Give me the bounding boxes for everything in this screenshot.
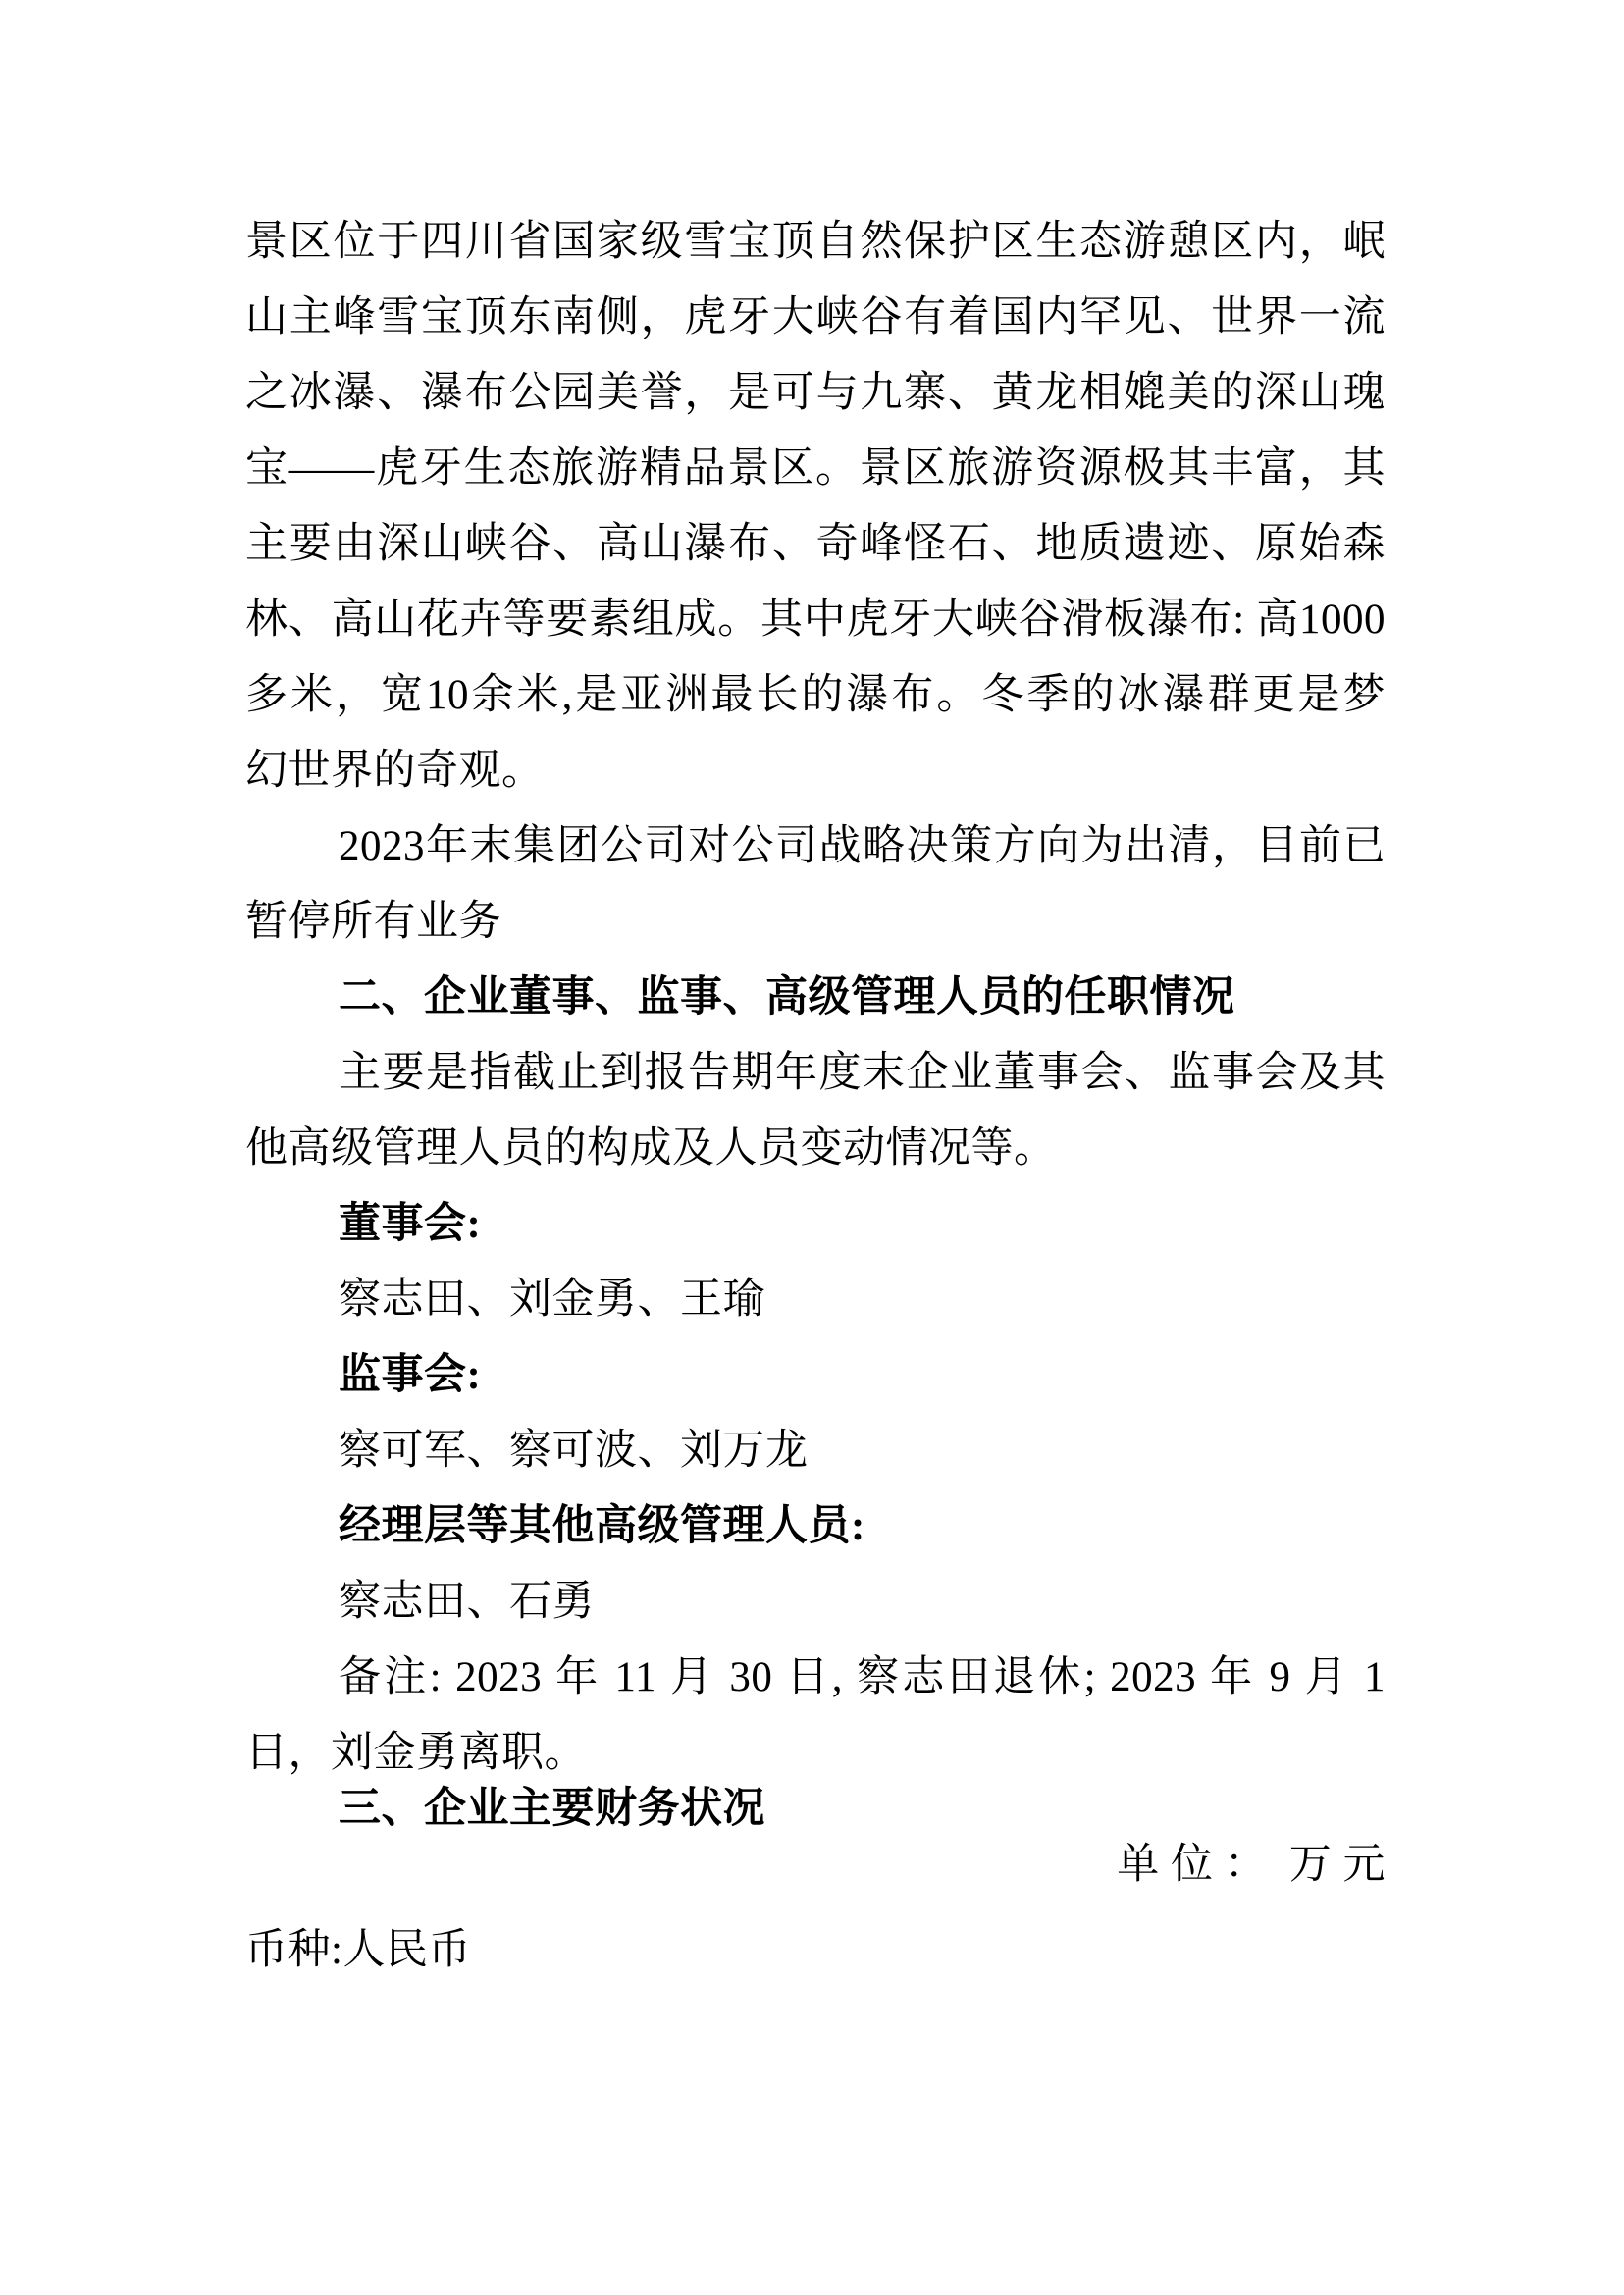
unit-label: 单 位 ： 万 元 xyxy=(1117,1842,1386,1888)
scenic-paragraph-line-4: 宝——虎牙生态旅游精品景区。景区旅游资源极其丰富，其 xyxy=(245,445,1386,492)
scenic-paragraph-line-1: 景区位于四川省国家级雪宝顶自然保护区生态游憩区内，岷 xyxy=(245,219,1386,265)
board-label: 董事会: xyxy=(339,1201,482,1247)
section2-description-line-2: 他高级管理人员的构成及人员变动情况等。 xyxy=(245,1125,1057,1172)
scenic-paragraph-line-2: 山主峰雪宝顶东南侧，虎牙大峡谷有着国内罕见、世界一流 xyxy=(245,294,1386,340)
board-members: 察志田、刘金勇、王瑜 xyxy=(339,1277,765,1323)
currency-label: 币种:人民币 xyxy=(245,1927,471,1973)
supervisory-label: 监事会: xyxy=(339,1352,482,1398)
management-label: 经理层等其他高级管理人员: xyxy=(339,1503,865,1549)
scenic-paragraph-line-6: 林、高山花卉等要素组成。其中虎牙大峡谷滑板瀑布: 高1000 xyxy=(245,597,1386,643)
note-line-2: 日，刘金勇离职。 xyxy=(245,1730,587,1776)
scenic-paragraph-line-7: 多米，宽10余米,是亚洲最长的瀑布。冬季的冰瀑群更是梦 xyxy=(245,672,1386,718)
section2-heading: 二、企业董事、监事、高级管理人员的任职情况 xyxy=(339,974,1235,1020)
section3-heading: 三、企业主要财务状况 xyxy=(339,1786,765,1832)
scenic-paragraph-line-3: 之冰瀑、瀑布公园美誉，是可与九寨、黄龙相媲美的深山瑰 xyxy=(245,370,1386,416)
scenic-paragraph-line-5: 主要由深山峡谷、高山瀑布、奇峰怪石、地质遗迹、原始森 xyxy=(245,521,1386,567)
document-content xyxy=(245,204,1386,1988)
strategy-paragraph-line-2: 暂停所有业务 xyxy=(245,899,501,945)
management-members: 察志田、石勇 xyxy=(339,1579,595,1625)
scenic-paragraph-line-8: 幻世界的奇观。 xyxy=(245,748,545,794)
section2-description-line-1: 主要是指截止到报告期年度末企业董事会、监事会及其 xyxy=(339,1050,1386,1096)
strategy-paragraph-line-1: 2023年末集团公司对公司战略决策方向为出清，目前已 xyxy=(339,823,1386,869)
supervisory-members: 察可军、察可波、刘万龙 xyxy=(339,1428,809,1474)
note-line-1: 备注: 2023 年 11 月 30 日, 察志田退休; 2023 年 9 月 1 xyxy=(339,1654,1386,1700)
